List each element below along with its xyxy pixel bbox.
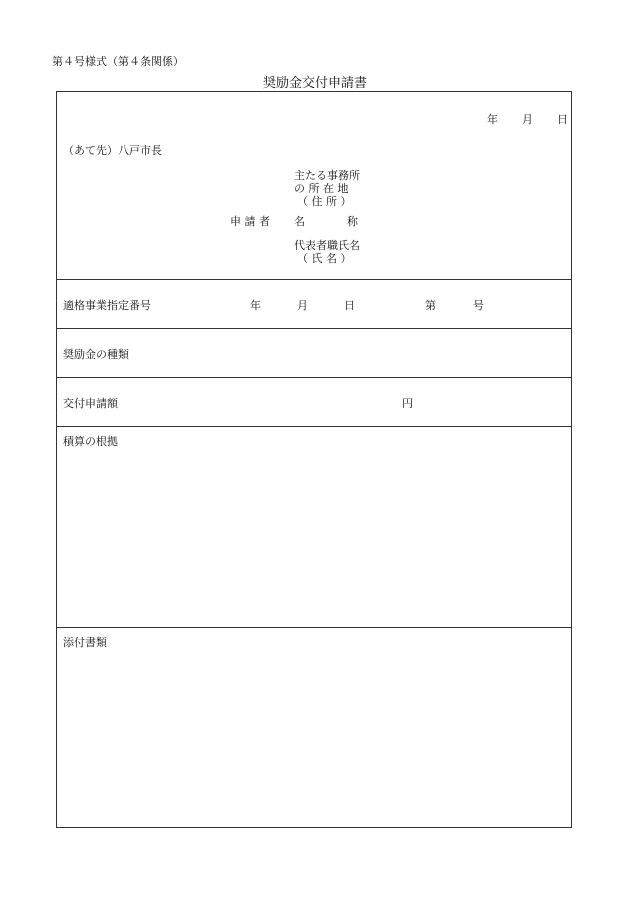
calculation-basis-label: 積算の根拠: [63, 435, 118, 448]
name-label-char1: 名: [294, 215, 305, 228]
form-number-label: 第４号様式（第４条関係）: [52, 55, 184, 68]
designation-no-prefix: 第: [425, 299, 436, 312]
representative-label-line1: 代表者職氏名: [294, 239, 360, 252]
document-title: 奨励金交付申請書: [262, 76, 367, 91]
office-address-label-line2: の 所 在 地: [294, 182, 349, 195]
office-address-label-line3: （ 住 所 ）: [297, 195, 352, 208]
addressee: （あて先）八戸市長: [63, 144, 162, 157]
name-label-char2: 称: [347, 215, 358, 228]
application-amount-label: 交付申請額: [63, 397, 118, 410]
application-form-table: [56, 91, 572, 828]
designation-no-suffix: 号: [473, 299, 484, 312]
attachments-row: [57, 627, 571, 828]
application-amount-row: [57, 377, 571, 427]
attachments-label: 添付書類: [63, 636, 107, 649]
designation-day-label: 日: [344, 299, 355, 312]
date-month-label: 月: [522, 113, 533, 126]
designation-number-label: 適格事業指定番号: [63, 299, 151, 312]
calculation-basis-row: [57, 426, 571, 628]
designation-month-label: 月: [297, 299, 308, 312]
date-day-label: 日: [557, 113, 568, 126]
incentive-type-row: [57, 328, 571, 378]
designation-number-row: [57, 279, 571, 329]
date-year-label: 年: [487, 113, 498, 126]
designation-year-label: 年: [250, 299, 261, 312]
office-address-label-line1: 主たる事務所: [294, 169, 360, 182]
incentive-type-label: 奨励金の種類: [63, 348, 129, 361]
applicant-section: [57, 92, 571, 279]
representative-label-line2: （ 氏 名 ）: [297, 252, 352, 265]
applicant-label: 申 請 者: [230, 215, 270, 228]
amount-unit-yen: 円: [402, 397, 413, 410]
